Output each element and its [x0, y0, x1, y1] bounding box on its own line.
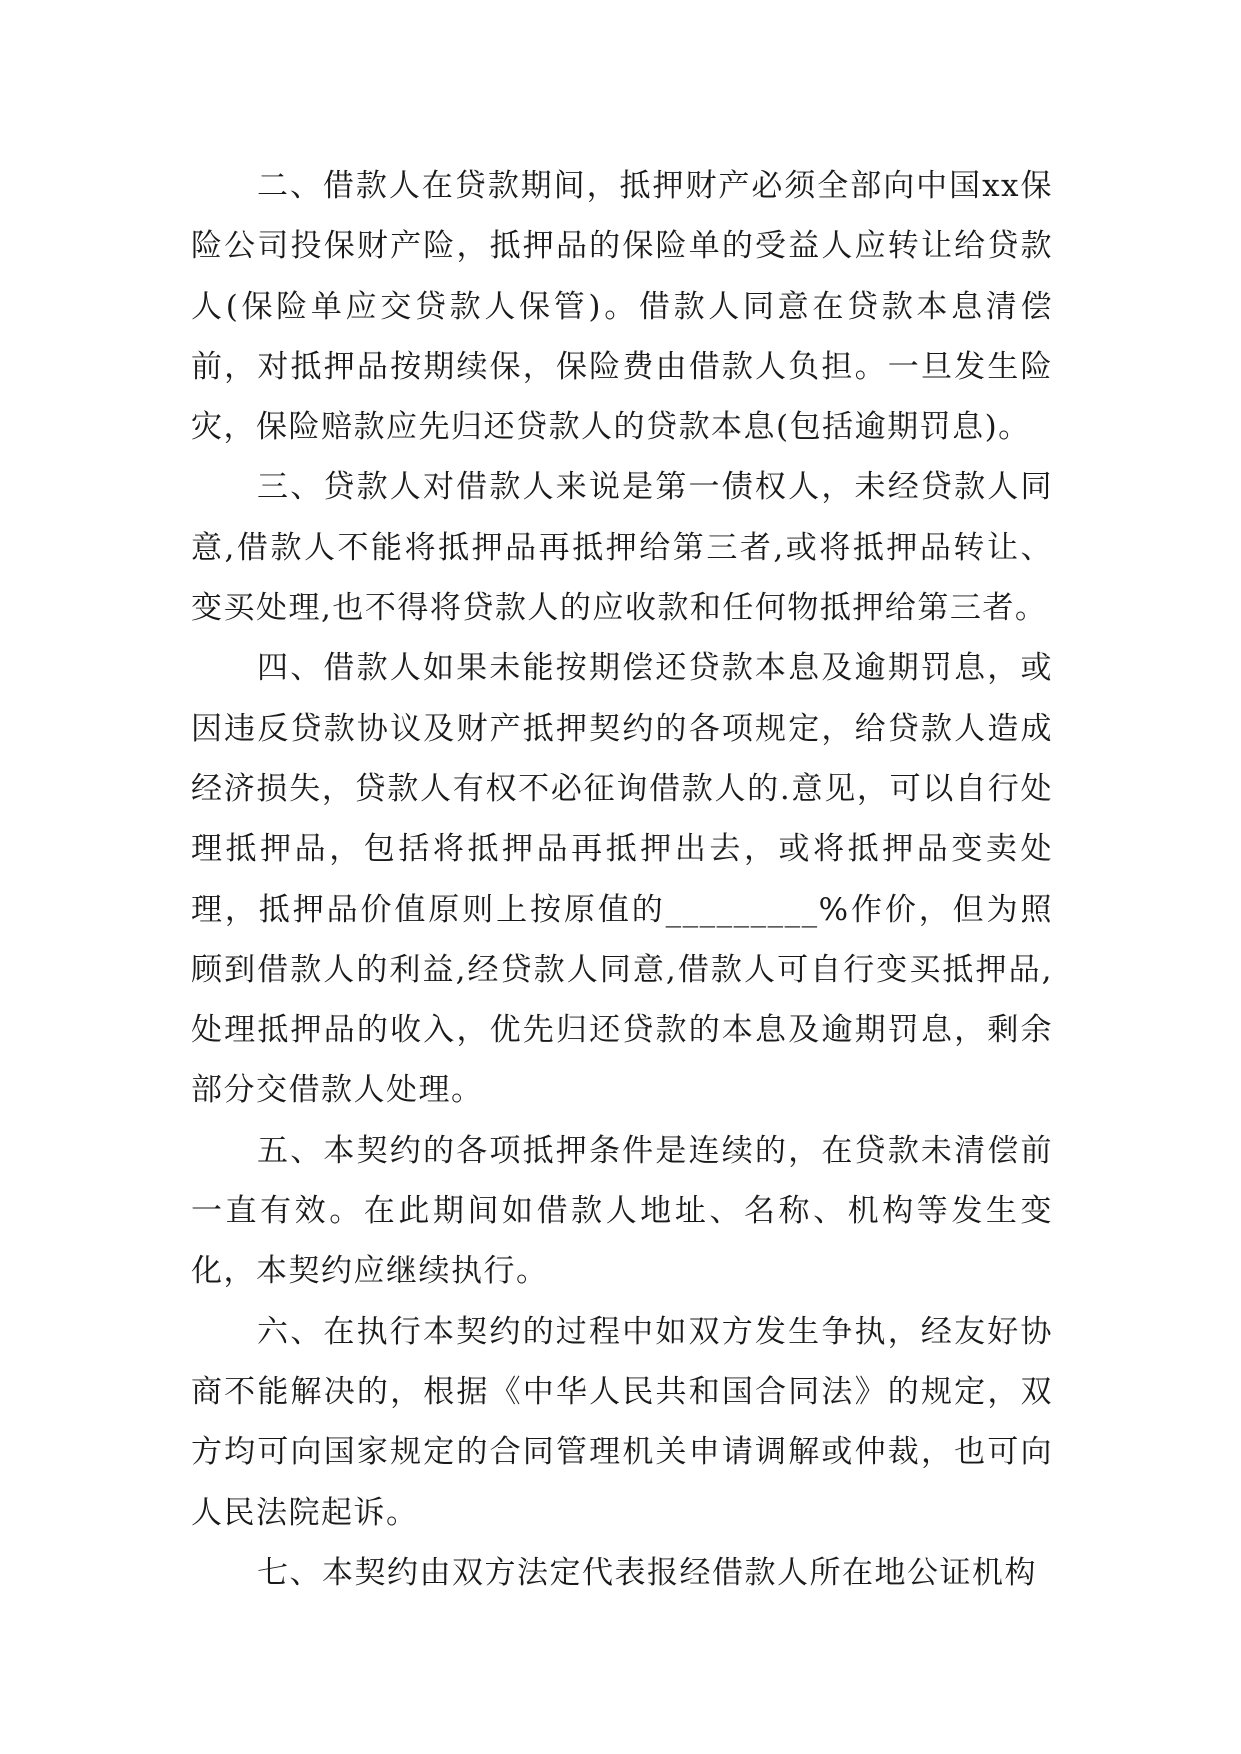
- clause-5: 五、本契约的各项抵押条件是连续的，在贷款未清偿前一直有效。在此期间如借款人地址、名称、机构等发生变化，本契约应继续执行。: [191, 1132, 1053, 1290]
- clause-6: 六、在执行本契约的过程中如双方发生争执，经友好协商不能解决的，根据《中华人民共和国合同法》的规定，双方均可向国家规定的合同管理机关申请调解或仲裁，也可向人民法院起诉。: [191, 1313, 1053, 1531]
- clause-4: 四、借款人如果未能按期偿还贷款本息及逾期罚息，或因违反贷款协议及财产抵押契约的各项规定，给贷款人造成经济损失，贷款人有权不必征询借款人的.意见，可以自行处理抵押品，包括将抵押品再抵押出去，或将抵押品变卖处理，抵押品价值原则上按原值的_________%作价，但为照顾到借款人的利益,经贷款人同意,借款人可自行变买抵押品,处理抵押品的收入，优先归还贷款的本息及逾期罚息，剩余部分交借款人处理。: [191, 650, 1053, 1109]
- clause-2: 二、借款人在贷款期间，抵押财产必须全部向中国xx保险公司投保财产险，抵押品的保险单的受益人应转让给贷款人(保险单应交贷款人保管)。借款人同意在贷款本息清偿前，对抵押品按期续保，保险费由借款人负担。一旦发生险灾，保险赔款应先归还贷款人的贷款本息(包括逾期罚息)。: [191, 168, 1053, 446]
- clause-3: 三、贷款人对借款人来说是第一债权人，未经贷款人同意,借款人不能将抵押品再抵押给第三者,或将抵押品转让、变买处理,也不得将贷款人的应收款和任何物抵押给第三者。: [191, 469, 1053, 627]
- clause-7: 七、本契约由双方法定代表报经借款人所在地公证机构: [257, 1554, 1037, 1591]
- contract-body: [191, 156, 1053, 1603]
